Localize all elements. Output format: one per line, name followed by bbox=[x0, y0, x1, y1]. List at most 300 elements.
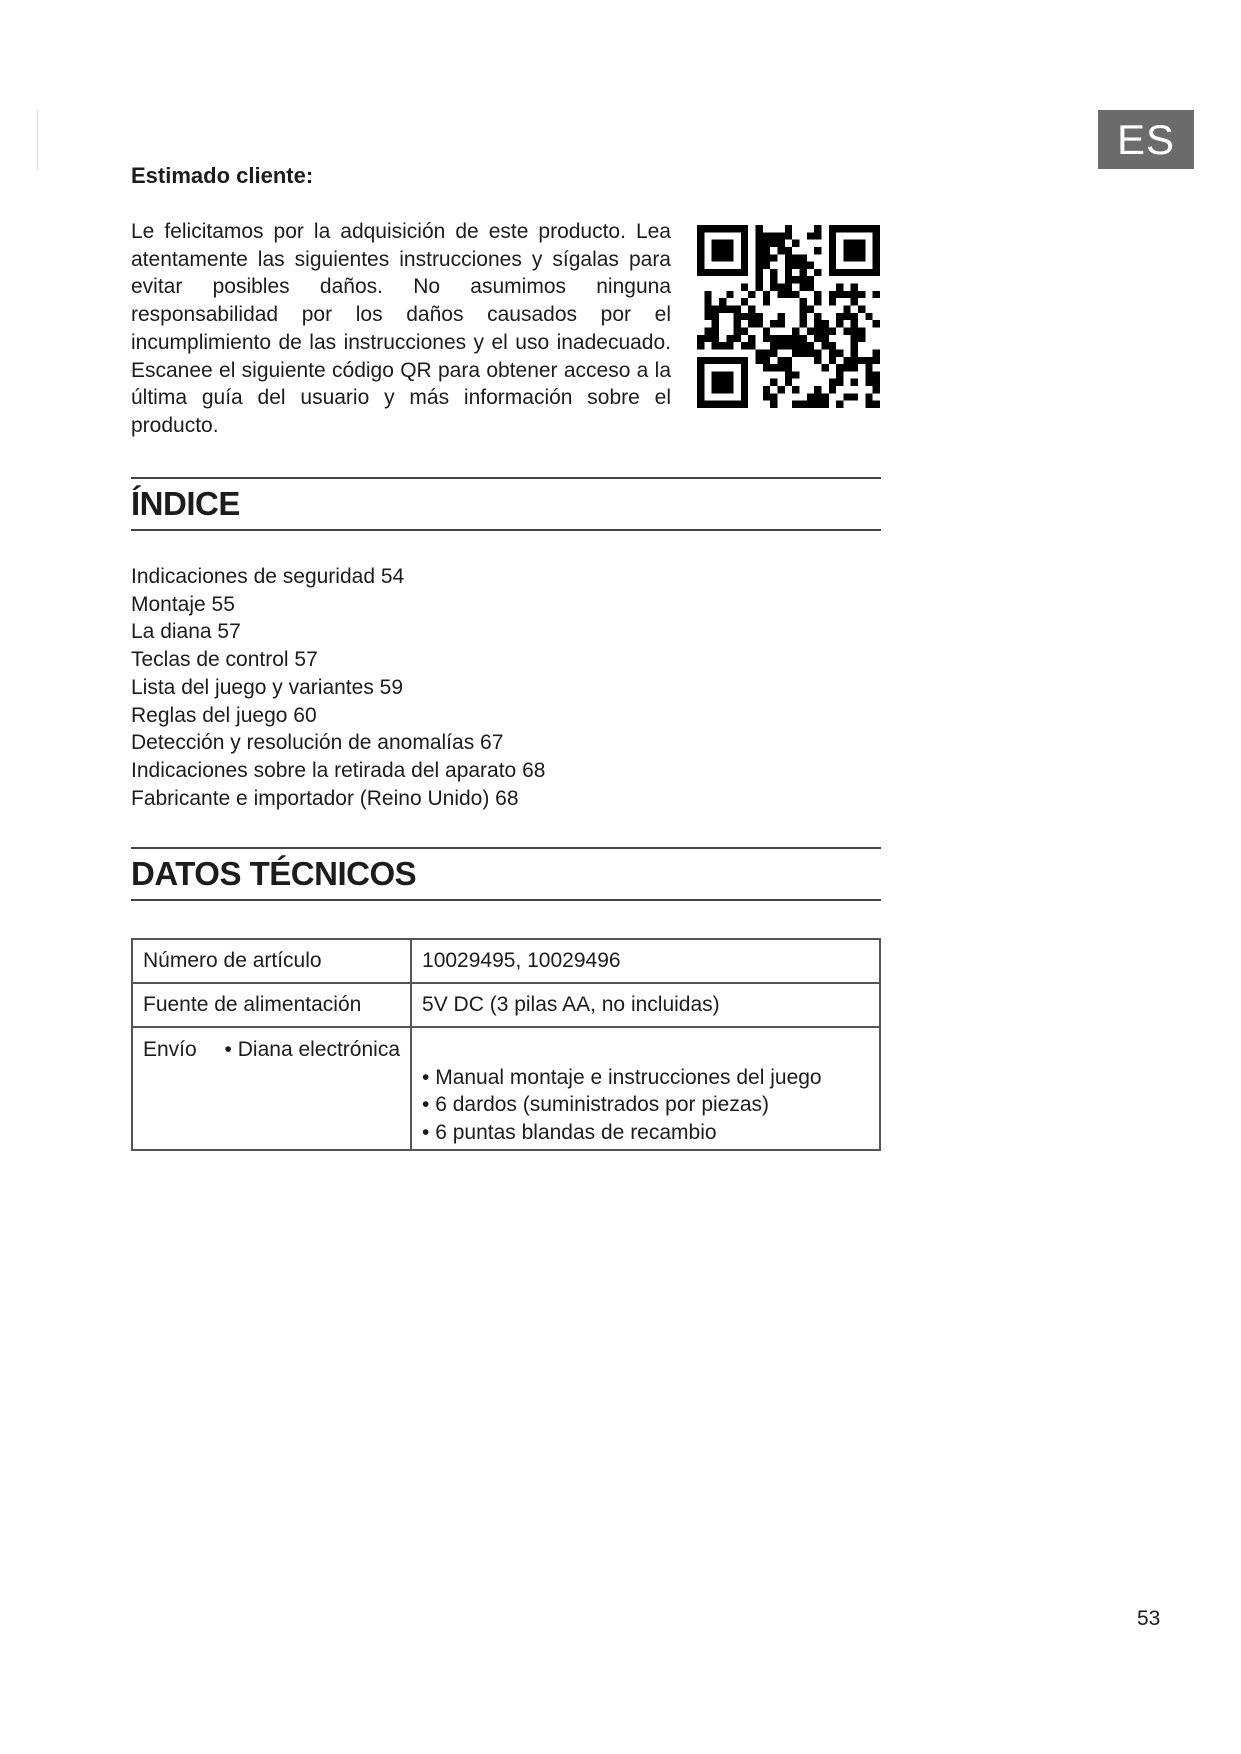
qr-module bbox=[763, 298, 770, 305]
toc-item[interactable]: Detección y resolución de anomalías 67 bbox=[131, 731, 504, 755]
qr-module bbox=[712, 386, 719, 393]
qr-module bbox=[778, 232, 785, 239]
qr-module bbox=[741, 269, 748, 276]
qr-module bbox=[719, 342, 726, 349]
qr-module bbox=[770, 401, 777, 408]
qr-module bbox=[756, 247, 763, 254]
qr-module bbox=[814, 357, 821, 364]
qr-module bbox=[697, 371, 704, 378]
qr-module bbox=[851, 225, 858, 232]
qr-module bbox=[704, 357, 711, 364]
qr-module bbox=[821, 342, 828, 349]
qr-module bbox=[851, 342, 858, 349]
qr-module bbox=[712, 306, 719, 313]
intro-paragraph: Le felicitamos por la adquisición de este producto. Lea atentamente las siguientes instrucciones y sígalas para evitar posibles daños. No asumimos ninguna responsabilidad por los daños causados por el incumplimiento de las instrucciones y el uso inadecuado. Escanee el siguiente código QR para obtener acceso a la última guía del usuario y más información sobre el producto. bbox=[131, 220, 671, 437]
qr-module bbox=[748, 342, 755, 349]
qr-module bbox=[712, 327, 719, 334]
qr-module bbox=[792, 371, 799, 378]
qr-module bbox=[763, 327, 770, 334]
qr-module bbox=[704, 313, 711, 320]
qr-module bbox=[734, 320, 741, 327]
qr-module bbox=[873, 225, 880, 232]
qr-module bbox=[814, 393, 821, 400]
qr-module bbox=[734, 335, 741, 342]
qr-module bbox=[726, 240, 733, 247]
qr-module bbox=[807, 349, 814, 356]
qr-module bbox=[807, 276, 814, 283]
qr-module bbox=[741, 342, 748, 349]
qr-module bbox=[851, 247, 858, 254]
qr-module bbox=[865, 364, 872, 371]
qr-module bbox=[726, 371, 733, 378]
qr-module bbox=[858, 225, 865, 232]
tech-data-title: DATOS TÉCNICOS bbox=[131, 847, 881, 901]
qr-module bbox=[873, 401, 880, 408]
qr-module bbox=[836, 313, 843, 320]
qr-module bbox=[836, 284, 843, 291]
qr-module bbox=[697, 247, 704, 254]
shipping-label: Envío bbox=[143, 1038, 197, 1061]
qr-module bbox=[873, 262, 880, 269]
qr-module bbox=[792, 349, 799, 356]
qr-module bbox=[697, 342, 704, 349]
qr-module bbox=[704, 291, 711, 298]
qr-module bbox=[873, 386, 880, 393]
qr-module bbox=[741, 379, 748, 386]
qr-module bbox=[836, 364, 843, 371]
qr-module bbox=[741, 240, 748, 247]
power-supply-label: Fuente de alimentación bbox=[132, 983, 411, 1027]
qr-module bbox=[807, 327, 814, 334]
qr-module bbox=[719, 254, 726, 261]
qr-module bbox=[770, 232, 777, 239]
qr-module bbox=[799, 320, 806, 327]
qr-module bbox=[712, 379, 719, 386]
qr-module bbox=[807, 401, 814, 408]
qr-module bbox=[851, 313, 858, 320]
article-number-label: Número de artículo bbox=[132, 939, 411, 983]
qr-module bbox=[807, 342, 814, 349]
qr-module bbox=[785, 357, 792, 364]
qr-module bbox=[821, 364, 828, 371]
qr-module bbox=[741, 232, 748, 239]
qr-module bbox=[741, 313, 748, 320]
qr-module bbox=[712, 313, 719, 320]
qr-module bbox=[799, 254, 806, 261]
qr-module bbox=[843, 327, 850, 334]
qr-module bbox=[741, 284, 748, 291]
qr-module bbox=[697, 335, 704, 342]
shipping-items-cell bbox=[411, 1027, 880, 1150]
toc-item[interactable]: Indicaciones de seguridad 54 bbox=[131, 565, 405, 588]
qr-module bbox=[873, 349, 880, 356]
qr-module bbox=[873, 240, 880, 247]
qr-module bbox=[858, 291, 865, 298]
qr-module bbox=[851, 327, 858, 334]
qr-module bbox=[719, 298, 726, 305]
qr-module bbox=[807, 393, 814, 400]
qr-module bbox=[792, 401, 799, 408]
qr-module bbox=[873, 232, 880, 239]
qr-module bbox=[741, 327, 748, 334]
qr-module bbox=[719, 240, 726, 247]
qr-module bbox=[814, 232, 821, 239]
qr-module bbox=[778, 364, 785, 371]
qr-module bbox=[763, 291, 770, 298]
qr-module bbox=[712, 269, 719, 276]
qr-module bbox=[814, 401, 821, 408]
qr-module bbox=[829, 357, 836, 364]
qr-module bbox=[829, 349, 836, 356]
qr-module bbox=[814, 327, 821, 334]
qr-module bbox=[821, 335, 828, 342]
qr-module bbox=[792, 262, 799, 269]
qr-module bbox=[865, 225, 872, 232]
qr-module bbox=[843, 240, 850, 247]
qr-module bbox=[778, 313, 785, 320]
qr-module bbox=[785, 364, 792, 371]
qr-module bbox=[697, 232, 704, 239]
qr-module bbox=[734, 306, 741, 313]
margin-rule bbox=[37, 110, 38, 170]
index-title: ÍNDICE bbox=[131, 477, 881, 531]
qr-module bbox=[763, 232, 770, 239]
shipping-item: • 6 dardos (suministrados por piezas) bbox=[422, 1091, 869, 1119]
qr-module bbox=[792, 291, 799, 298]
qr-module bbox=[697, 401, 704, 408]
qr-module bbox=[836, 371, 843, 378]
qr-module bbox=[704, 269, 711, 276]
table-row bbox=[132, 1027, 880, 1150]
qr-module bbox=[843, 364, 850, 371]
qr-module bbox=[726, 357, 733, 364]
qr-module bbox=[836, 225, 843, 232]
qr-module bbox=[873, 254, 880, 261]
qr-module bbox=[712, 247, 719, 254]
toc-item[interactable]: La diana 57 bbox=[131, 620, 241, 644]
qr-module bbox=[851, 240, 858, 247]
qr-module bbox=[726, 335, 733, 342]
qr-module bbox=[843, 357, 850, 364]
qr-module bbox=[836, 269, 843, 276]
qr-module bbox=[726, 379, 733, 386]
qr-module bbox=[799, 262, 806, 269]
qr-module bbox=[704, 298, 711, 305]
qr-module bbox=[763, 247, 770, 254]
qr-module bbox=[807, 284, 814, 291]
qr-module bbox=[814, 386, 821, 393]
qr-module bbox=[697, 262, 704, 269]
qr-module bbox=[712, 401, 719, 408]
qr-module bbox=[712, 335, 719, 342]
qr-module bbox=[734, 313, 741, 320]
qr-module bbox=[712, 371, 719, 378]
qr-module bbox=[865, 393, 872, 400]
qr-module bbox=[697, 386, 704, 393]
qr-module bbox=[741, 371, 748, 378]
qr-module bbox=[697, 379, 704, 386]
qr-module bbox=[799, 306, 806, 313]
table-row bbox=[132, 939, 880, 983]
qr-module bbox=[741, 225, 748, 232]
qr-module bbox=[843, 313, 850, 320]
qr-module bbox=[697, 254, 704, 261]
qr-module bbox=[829, 225, 836, 232]
toc-item[interactable]: Reglas del juego 60 bbox=[131, 703, 317, 727]
qr-module bbox=[873, 371, 880, 378]
article-number-value: 10029495, 10029496 bbox=[411, 939, 880, 983]
qr-module bbox=[719, 225, 726, 232]
toc-item[interactable]: Lista del juego y variantes 59 bbox=[131, 675, 404, 699]
qr-module bbox=[785, 371, 792, 378]
qr-module bbox=[741, 386, 748, 393]
qr-module bbox=[770, 284, 777, 291]
shipping-list bbox=[422, 1064, 869, 1147]
qr-module bbox=[785, 379, 792, 386]
qr-module bbox=[748, 306, 755, 313]
qr-module bbox=[829, 254, 836, 261]
qr-module bbox=[763, 393, 770, 400]
qr-module bbox=[821, 401, 828, 408]
qr-module bbox=[792, 254, 799, 261]
qr-module bbox=[829, 298, 836, 305]
qr-module bbox=[741, 393, 748, 400]
qr-module bbox=[763, 262, 770, 269]
qr-module bbox=[704, 306, 711, 313]
qr-module bbox=[807, 232, 814, 239]
qr-module bbox=[726, 386, 733, 393]
qr-module bbox=[814, 225, 821, 232]
qr-module bbox=[748, 313, 755, 320]
qr-module bbox=[778, 342, 785, 349]
qr-module bbox=[814, 247, 821, 254]
qr-module bbox=[697, 393, 704, 400]
qr-module bbox=[851, 349, 858, 356]
qr-module bbox=[726, 306, 733, 313]
qr-module bbox=[843, 291, 850, 298]
qr-module bbox=[829, 269, 836, 276]
qr-module bbox=[778, 284, 785, 291]
qr-module bbox=[829, 379, 836, 386]
qr-module bbox=[748, 291, 755, 298]
qr-module bbox=[865, 269, 872, 276]
qr-module bbox=[829, 247, 836, 254]
qr-module bbox=[814, 269, 821, 276]
tech-data-table bbox=[131, 938, 881, 1151]
qr-module bbox=[851, 357, 858, 364]
qr-module bbox=[756, 232, 763, 239]
qr-module bbox=[873, 247, 880, 254]
qr-module bbox=[704, 401, 711, 408]
qr-module bbox=[741, 401, 748, 408]
qr-module bbox=[785, 291, 792, 298]
qr-module bbox=[726, 269, 733, 276]
qr-module bbox=[741, 364, 748, 371]
qr-module bbox=[843, 254, 850, 261]
qr-module bbox=[785, 225, 792, 232]
qr-module bbox=[704, 327, 711, 334]
qr-module bbox=[829, 327, 836, 334]
qr-module bbox=[763, 349, 770, 356]
qr-module bbox=[873, 320, 880, 327]
qr-module bbox=[770, 240, 777, 247]
qr-module bbox=[851, 335, 858, 342]
qr-module bbox=[858, 254, 865, 261]
qr-module bbox=[792, 335, 799, 342]
qr-module bbox=[821, 327, 828, 334]
qr-module bbox=[799, 401, 806, 408]
qr-module bbox=[748, 335, 755, 342]
bullet-icon: • bbox=[224, 1038, 232, 1061]
qr-module bbox=[799, 276, 806, 283]
qr-module bbox=[851, 379, 858, 386]
qr-module bbox=[712, 342, 719, 349]
qr-module bbox=[785, 247, 792, 254]
qr-module bbox=[756, 276, 763, 283]
qr-module bbox=[829, 232, 836, 239]
qr-module bbox=[741, 298, 748, 305]
shipping-item: • 6 puntas blandas de recambio bbox=[422, 1119, 869, 1147]
qr-module bbox=[697, 225, 704, 232]
toc-item[interactable]: Indicaciones sobre la retirada del aparato 68 bbox=[131, 758, 546, 782]
qr-module bbox=[756, 225, 763, 232]
table-of-contents bbox=[131, 563, 545, 812]
qr-module bbox=[807, 262, 814, 269]
qr-module bbox=[843, 247, 850, 254]
qr-module bbox=[851, 291, 858, 298]
qr-module bbox=[814, 291, 821, 298]
qr-module bbox=[770, 335, 777, 342]
qr-module bbox=[814, 349, 821, 356]
qr-module bbox=[726, 342, 733, 349]
qr-module bbox=[734, 357, 741, 364]
qr-module bbox=[778, 320, 785, 327]
toc-item[interactable]: Montaje 55 bbox=[131, 592, 235, 616]
qr-module bbox=[726, 291, 733, 298]
qr-module bbox=[851, 298, 858, 305]
qr-module bbox=[778, 291, 785, 298]
qr-module bbox=[719, 357, 726, 364]
qr-module bbox=[821, 320, 828, 327]
qr-module bbox=[858, 240, 865, 247]
qr-module bbox=[748, 320, 755, 327]
qr-module bbox=[799, 298, 806, 305]
qr-module bbox=[843, 393, 850, 400]
qr-module bbox=[770, 342, 777, 349]
qr-module bbox=[756, 320, 763, 327]
qr-module bbox=[865, 379, 872, 386]
qr-module bbox=[799, 335, 806, 342]
qr-module bbox=[851, 393, 858, 400]
qr-module bbox=[814, 320, 821, 327]
qr-module bbox=[770, 393, 777, 400]
toc-item[interactable]: Teclas de control 57 bbox=[131, 648, 318, 672]
qr-module bbox=[726, 401, 733, 408]
qr-module bbox=[836, 291, 843, 298]
qr-module bbox=[712, 254, 719, 261]
qr-module bbox=[858, 357, 865, 364]
qr-module bbox=[778, 247, 785, 254]
qr-module bbox=[712, 225, 719, 232]
qr-module bbox=[858, 335, 865, 342]
qr-module bbox=[719, 247, 726, 254]
qr-module bbox=[792, 342, 799, 349]
qr-module bbox=[770, 254, 777, 261]
qr-module bbox=[851, 269, 858, 276]
qr-module bbox=[836, 379, 843, 386]
qr-module bbox=[829, 291, 836, 298]
qr-module bbox=[734, 269, 741, 276]
page-number: 53 bbox=[1137, 1607, 1161, 1630]
qr-module bbox=[778, 335, 785, 342]
qr-module bbox=[734, 225, 741, 232]
qr-module bbox=[836, 401, 843, 408]
qr-module bbox=[770, 320, 777, 327]
qr-module bbox=[785, 254, 792, 261]
qr-module bbox=[697, 269, 704, 276]
qr-module bbox=[763, 254, 770, 261]
qr-module bbox=[873, 291, 880, 298]
qr-module bbox=[814, 313, 821, 320]
qr-module bbox=[712, 320, 719, 327]
qr-module bbox=[858, 306, 865, 313]
toc-item[interactable]: Fabricante e importador (Reino Unido) 68 bbox=[131, 786, 519, 810]
qr-module bbox=[770, 269, 777, 276]
qr-module bbox=[741, 357, 748, 364]
qr-module bbox=[778, 357, 785, 364]
qr-module bbox=[778, 386, 785, 393]
qr-module bbox=[712, 240, 719, 247]
qr-module bbox=[770, 364, 777, 371]
qr-module bbox=[792, 240, 799, 247]
qr-module bbox=[792, 386, 799, 393]
power-supply-value: 5V DC (3 pilas AA, no incluidas) bbox=[411, 983, 880, 1027]
qr-module bbox=[851, 320, 858, 327]
qr-code-icon bbox=[697, 225, 880, 408]
qr-module bbox=[858, 247, 865, 254]
qr-module bbox=[704, 335, 711, 342]
qr-module bbox=[785, 335, 792, 342]
shipping-item: Diana electrónica bbox=[237, 1038, 401, 1061]
greeting: Estimado cliente: bbox=[131, 163, 314, 188]
qr-module bbox=[770, 349, 777, 356]
qr-module bbox=[756, 349, 763, 356]
qr-module bbox=[719, 386, 726, 393]
qr-module bbox=[697, 364, 704, 371]
qr-module bbox=[756, 269, 763, 276]
qr-module bbox=[756, 284, 763, 291]
qr-module bbox=[829, 262, 836, 269]
qr-module bbox=[763, 357, 770, 364]
qr-module bbox=[726, 247, 733, 254]
qr-module bbox=[799, 284, 806, 291]
qr-module bbox=[734, 327, 741, 334]
qr-module bbox=[829, 342, 836, 349]
qr-module bbox=[865, 401, 872, 408]
qr-module bbox=[865, 313, 872, 320]
qr-module bbox=[756, 254, 763, 261]
qr-module bbox=[792, 276, 799, 283]
qr-module bbox=[763, 364, 770, 371]
qr-module bbox=[719, 306, 726, 313]
qr-module bbox=[843, 269, 850, 276]
qr-module bbox=[843, 306, 850, 313]
qr-module bbox=[799, 342, 806, 349]
qr-module bbox=[741, 262, 748, 269]
qr-module bbox=[712, 357, 719, 364]
qr-module bbox=[697, 357, 704, 364]
qr-module bbox=[851, 364, 858, 371]
